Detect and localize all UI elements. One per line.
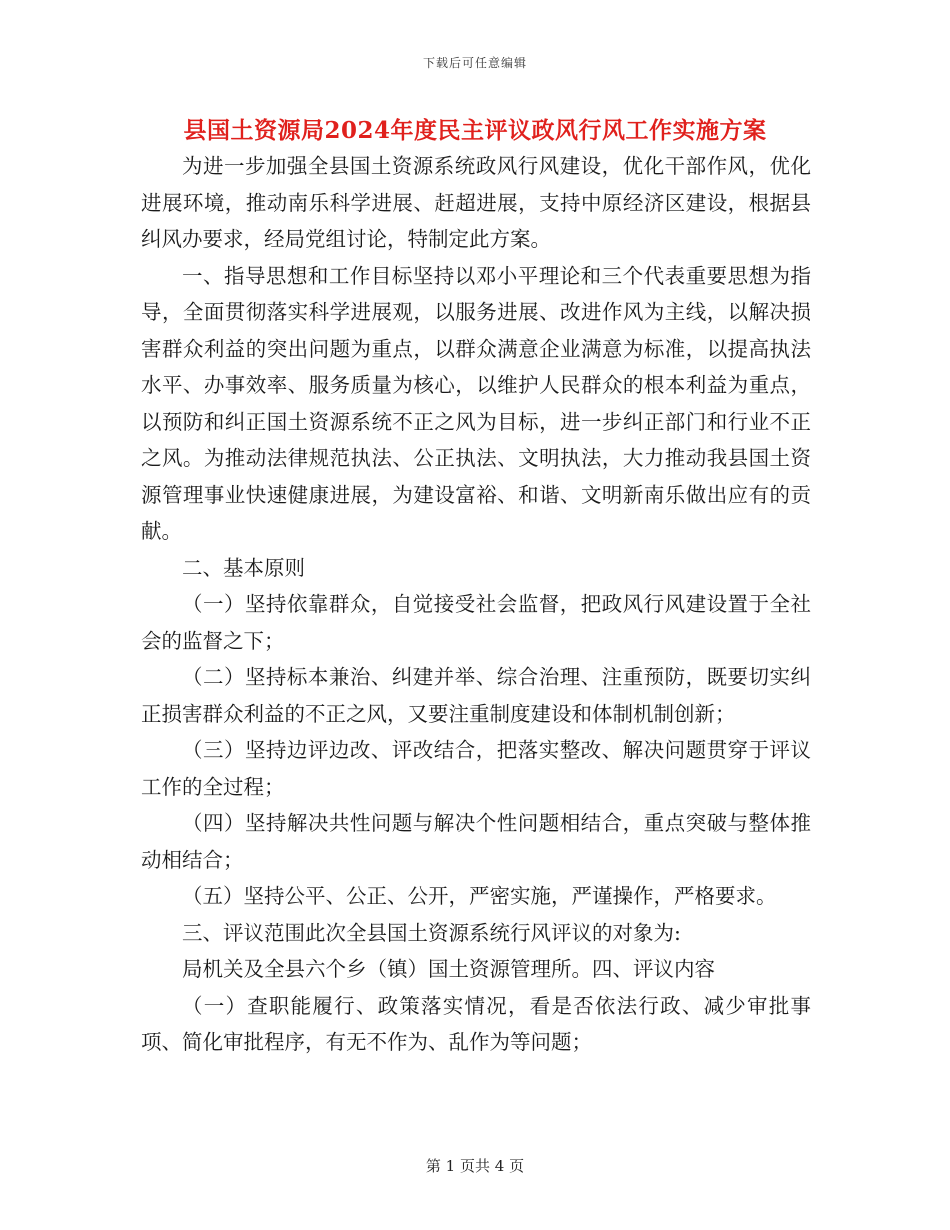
paragraph-section-1: 一、指导思想和工作目标坚持以邓小平理论和三个代表重要思想为指导，全面贯彻落实科学进展观，以服务进展、改进作风为主线，以解决损害群众利益的突出问题为重点，以群众满意企业满意为标准，以提高执法水平、办事效率、服务质量为核心，以维护人民群众的根本利益为重点，以预防和纠正国土资源系统不正之风为目标，进一步纠正部门和行业不正之风。为推动法律规范执法、公正执法、文明执法，大力推动我县国土资源管理事业快速健康进展，为建设富裕、和谐、文明新南乐做出应有的贡献。 [141,263,811,543]
document-title: 县国土资源局2024年度民主评议政风行风工作实施方案 [183,117,767,144]
paragraph-scope-and-section-4: 局机关及全县六个乡（镇）国土资源管理所。四、评议内容 [182,957,715,981]
paragraph-principle-5: （五）坚持公平、公正、公开，严密实施，严谨操作，严格要求。 [182,884,777,908]
paragraph-content-1: （一）查职能履行、政策落实情况，看是否依法行政、减少审批事项、简化审批程序，有无不作为、乱作为等问题； [141,993,811,1054]
paragraph-principle-3: （三）坚持边评边改、评改结合，把落实整改、解决问题贯穿于评议工作的全过程； [141,738,811,799]
paragraph-section-3: 三、评议范围此次全县国土资源系统行风评议的对象为: [182,920,681,945]
document-body [141,148,811,1061]
page-number: 第 1 页共 4 页 [425,1157,525,1175]
paragraph-principle-2: （二）坚持标本兼治、纠建并举、综合治理、注重预防，既要切实纠正损害群众利益的不正之风，又要注重制度建设和体制机制创新； [141,665,811,726]
paragraph-intro: 为进一步加强全县国土资源系统政风行风建设，优化干部作风，优化进展环境，推动南乐科学进展、赶超进展，支持中原经济区建设，根据县纠风办要求，经局党组讨论，特制定此方案。 [141,154,811,251]
paragraph-section-2-heading: 二、基本原则 [182,555,305,580]
page-header-note: 下载后可任意编辑 [422,56,527,70]
paragraph-principle-4: （四）坚持解决共性问题与解决个性问题相结合，重点突破与整体推动相结合； [141,811,811,872]
paragraph-principle-1: （一）坚持依靠群众，自觉接受社会监督，把政风行风建设置于全社会的监督之下； [141,592,811,653]
